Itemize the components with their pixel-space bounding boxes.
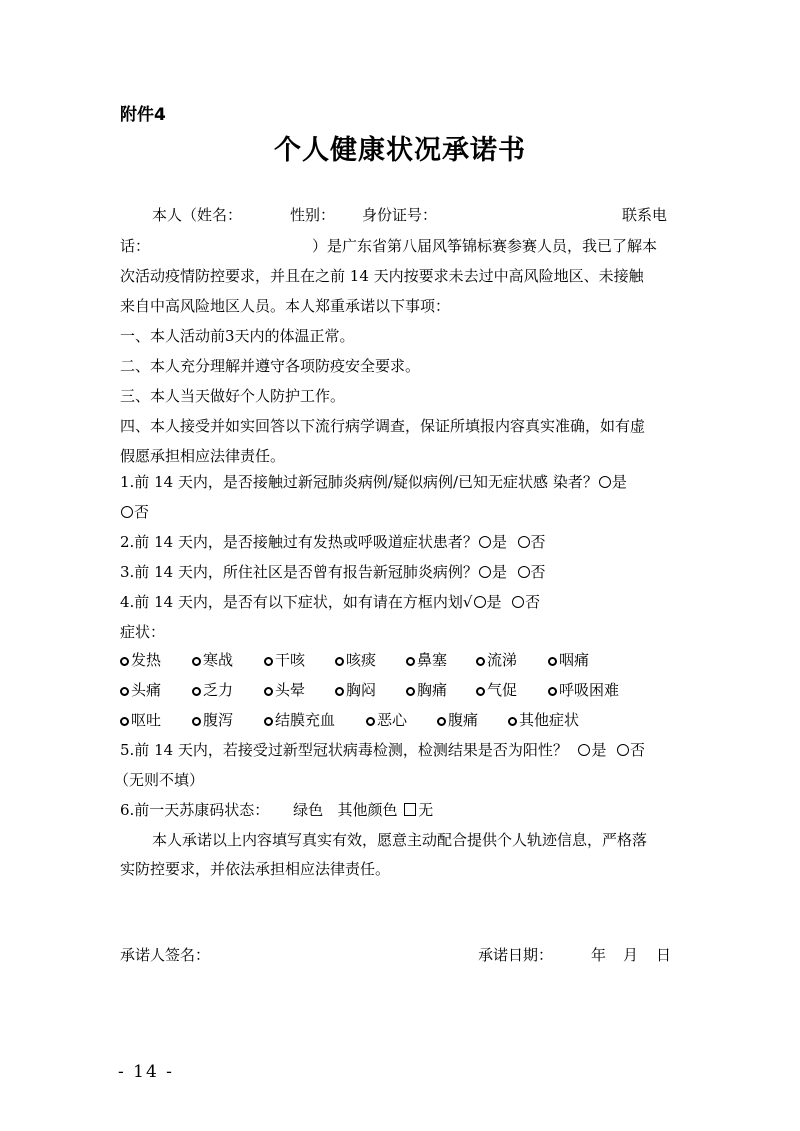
symptom-vomiting[interactable]	[120, 710, 161, 730]
question-5-text: 5.前 14 天内，若接受过新型冠状病毒检测，检测结果是否为阳性？	[120, 741, 568, 759]
symptom-bullet-icon	[508, 717, 517, 726]
symptom-label: 鼻塞	[417, 651, 448, 669]
q5-yes-label: 是	[591, 741, 607, 759]
date-day: 日	[656, 946, 672, 964]
radio-q4-no[interactable]	[512, 596, 524, 608]
radio-q2-yes[interactable]	[479, 536, 491, 548]
symptom-label: 气促	[487, 681, 518, 699]
symptom-label: 胸痛	[417, 681, 448, 699]
date-month: 月	[623, 946, 639, 964]
q4-yes-label: 是	[486, 593, 502, 611]
symptom-nasal-congestion[interactable]	[406, 650, 447, 670]
question-3	[120, 562, 546, 582]
symptom-dry-cough[interactable]	[264, 650, 305, 670]
symptom-label: 流涕	[487, 651, 518, 669]
symptom-label: 寒战	[203, 651, 234, 669]
symptom-chest-tightness[interactable]	[335, 680, 376, 700]
attachment-label: 附件4	[120, 105, 166, 125]
symptom-label: 呼吸困难	[559, 681, 620, 699]
symptom-bullet-icon	[476, 687, 485, 696]
question-6	[120, 800, 433, 820]
symptom-bullet-icon	[192, 657, 201, 666]
symptom-bullet-icon	[192, 717, 201, 726]
gender-label: 性别：	[290, 206, 336, 224]
symptom-label: 腹痛	[448, 711, 479, 729]
q4-no-label: 否	[525, 593, 541, 611]
symptom-shortness-of-breath[interactable]	[476, 680, 517, 700]
symptom-bullet-icon	[192, 687, 201, 696]
closing-line-1: 本人承诺以上内容填写真实有效，愿意主动配合提供个人轨迹信息，严格落	[152, 831, 648, 849]
document-title: 个人健康状况承诺书	[274, 135, 526, 166]
q1-yes-label: 是	[611, 473, 627, 491]
symptom-bullet-icon	[120, 687, 129, 696]
radio-q1-no[interactable]	[121, 506, 133, 518]
symptom-phlegm[interactable]	[335, 650, 376, 670]
symptom-other[interactable]	[508, 710, 579, 730]
symptom-label: 发热	[131, 651, 162, 669]
page-number: - 14 -	[118, 1062, 174, 1082]
symptom-fever[interactable]	[120, 650, 161, 670]
date-year: 年	[591, 946, 607, 964]
q6-green-option[interactable]: 绿色	[293, 801, 324, 819]
symptom-row-3	[0, 710, 800, 732]
symptom-bullet-icon	[406, 657, 415, 666]
q6-none-checkbox[interactable]	[404, 803, 416, 816]
radio-q5-no[interactable]	[617, 744, 629, 756]
symptom-runny-nose[interactable]	[476, 650, 517, 670]
radio-q3-no[interactable]	[518, 566, 530, 578]
phone-label-part1: 联系电	[622, 206, 668, 224]
symptom-label: 干咳	[275, 651, 306, 669]
question-5	[120, 740, 645, 760]
id-label: 身份证号：	[362, 206, 438, 224]
symptom-bullet-icon	[264, 657, 273, 666]
q3-no-label: 否	[530, 563, 546, 581]
symptom-label: 其他症状	[519, 711, 580, 729]
symptom-abdominal-pain[interactable]	[437, 710, 478, 730]
symptom-label: 腹泻	[203, 711, 234, 729]
symptom-label: 头晕	[275, 681, 306, 699]
question-4	[120, 592, 540, 612]
q5-no-label: 否	[630, 741, 646, 759]
symptom-headache[interactable]	[120, 680, 161, 700]
question-1-text: 1.前 14 天内，是否接触过新冠肺炎病例/疑似病例/已知无症状感 染者？	[120, 473, 598, 491]
symptom-label: 呕吐	[131, 711, 162, 729]
symptom-label: 恶心	[377, 711, 408, 729]
intro-line-4: 来自中高风险地区人员。本人郑重承诺以下事项：	[120, 297, 451, 315]
symptom-bullet-icon	[120, 717, 129, 726]
signer-label: 承诺人签名：	[120, 946, 211, 964]
symptom-bullet-icon	[548, 657, 557, 666]
item-four-line2: 假愿承担相应法律责任。	[120, 447, 286, 465]
question-2-text: 2.前 14 天内，是否接触过有发热或呼吸道症状患者？	[120, 533, 478, 551]
date-label: 承诺日期：	[478, 946, 554, 964]
intro-line-3: 次活动疫情防控要求，并且在之前 14 天内按要求未去过中高风险地区、未接触	[120, 267, 644, 285]
symptom-label: 咽痛	[559, 651, 590, 669]
question-4-text: 4.前 14 天内，是否有以下症状，如有请在方框内划√	[120, 593, 473, 611]
q1-no-label: 否	[134, 503, 150, 521]
radio-q3-yes[interactable]	[479, 566, 491, 578]
symptom-dyspnea[interactable]	[548, 680, 619, 700]
symptom-fatigue[interactable]	[192, 680, 233, 700]
question-6-label: 6.前一天苏康码状态：	[120, 801, 270, 819]
symptom-bullet-icon	[120, 657, 129, 666]
question-2	[120, 532, 546, 552]
radio-q5-yes[interactable]	[578, 744, 590, 756]
symptom-bullet-icon	[264, 717, 273, 726]
symptom-bullet-icon	[406, 687, 415, 696]
intro-line-2: ）是广东省第八届风筝锦标赛参赛人员，我已了解本	[312, 237, 658, 255]
radio-q2-no[interactable]	[518, 536, 530, 548]
symptom-row-2	[0, 680, 800, 702]
item-two: 二、本人充分理解并遵守各项防疫安全要求。	[120, 357, 421, 375]
symptom-bullet-icon	[437, 717, 446, 726]
q3-yes-label: 是	[491, 563, 507, 581]
item-four-line1: 四、本人接受并如实回答以下流行病学调查，保证所填报内容真实准确，如有虚	[120, 417, 646, 435]
q2-no-label: 否	[530, 533, 546, 551]
question-1	[120, 472, 627, 492]
symptom-label: 乏力	[203, 681, 234, 699]
symptoms-label: 症状：	[120, 623, 166, 641]
symptom-bullet-icon	[366, 717, 375, 726]
symptom-conjunctival-congestion[interactable]	[264, 710, 335, 730]
symptom-chest-pain[interactable]	[406, 680, 447, 700]
radio-q1-yes[interactable]	[599, 476, 611, 488]
symptom-bullet-icon	[335, 657, 344, 666]
symptom-sore-throat[interactable]	[548, 650, 589, 670]
symptom-label: 结膜充血	[275, 711, 336, 729]
symptom-row-1	[0, 650, 800, 672]
symptom-chills[interactable]	[192, 650, 233, 670]
question-1-no	[120, 502, 149, 522]
radio-q4-yes[interactable]	[474, 596, 486, 608]
question-3-text: 3.前 14 天内，所住社区是否曾有报告新冠肺炎病例？	[120, 563, 478, 581]
symptom-label: 胸闷	[346, 681, 377, 699]
symptom-nausea[interactable]	[366, 710, 407, 730]
q6-none-label: 无	[418, 801, 434, 819]
q2-yes-label: 是	[491, 533, 507, 551]
symptom-bullet-icon	[548, 687, 557, 696]
name-label: 本人（姓名：	[152, 206, 243, 224]
symptom-bullet-icon	[264, 687, 273, 696]
item-three: 三、本人当天做好个人防护工作。	[120, 387, 346, 405]
symptom-label: 头痛	[131, 681, 162, 699]
phone-label-part2: 话：	[120, 237, 151, 255]
question-5-note: （无则不填）	[114, 771, 205, 789]
symptom-label: 咳痰	[346, 651, 377, 669]
q6-other-option[interactable]: 其他颜色	[337, 801, 398, 819]
item-one: 一、本人活动前3天内的体温正常。	[120, 327, 355, 345]
symptom-bullet-icon	[476, 657, 485, 666]
symptom-bullet-icon	[335, 687, 344, 696]
symptom-diarrhea[interactable]	[192, 710, 233, 730]
symptom-dizziness[interactable]	[264, 680, 305, 700]
closing-line-2: 实防控要求，并依法承担相应法律责任。	[120, 860, 391, 878]
